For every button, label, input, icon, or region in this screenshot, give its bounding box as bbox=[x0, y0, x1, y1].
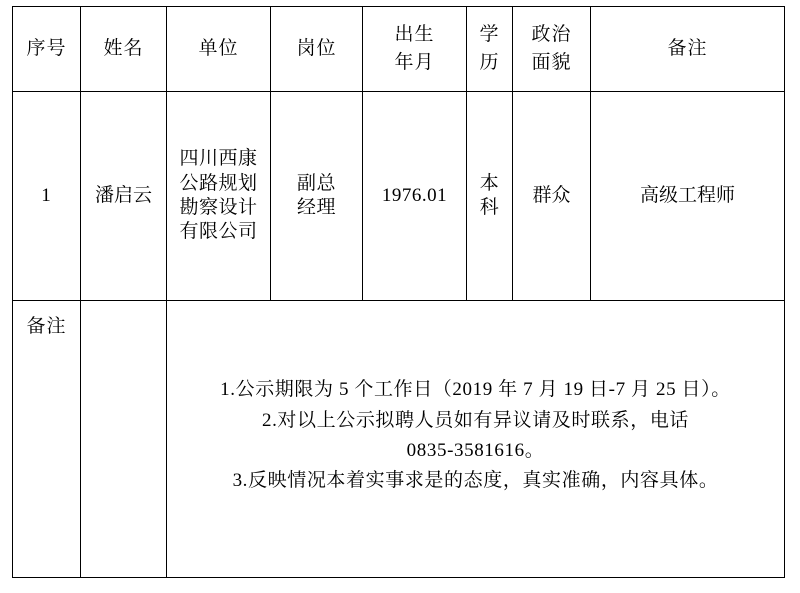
table-row bbox=[13, 92, 785, 301]
value-education-line1: 本 bbox=[479, 172, 500, 194]
header-label-seq: 序号 bbox=[26, 37, 67, 59]
header-cell-education bbox=[467, 7, 513, 92]
header-cell-seq bbox=[13, 7, 81, 92]
header-label-name: 姓名 bbox=[103, 37, 144, 59]
cell-name bbox=[81, 92, 167, 301]
cell-education bbox=[467, 92, 513, 301]
value-remark: 高级工程师 bbox=[639, 184, 735, 206]
cell-politics bbox=[513, 92, 591, 301]
table-header-row bbox=[13, 7, 785, 92]
cell-seq bbox=[13, 92, 81, 301]
header-cell-politics bbox=[513, 7, 591, 92]
header-label-education-line2: 历 bbox=[479, 52, 500, 73]
value-seq: 1 bbox=[41, 184, 52, 206]
header-cell-unit bbox=[167, 7, 271, 92]
personnel-announcement-table bbox=[12, 6, 785, 578]
table-footer-row bbox=[13, 301, 785, 578]
header-cell-name bbox=[81, 7, 167, 92]
header-label-politics-line1: 政治 bbox=[531, 24, 572, 46]
value-name: 潘启云 bbox=[94, 184, 152, 206]
cell-remark bbox=[591, 92, 785, 301]
header-label-remark: 备注 bbox=[667, 37, 708, 59]
header-label-birth-line1: 出生 bbox=[394, 24, 435, 46]
footer-label-cell bbox=[13, 301, 81, 578]
value-post-line2: 经理 bbox=[296, 197, 336, 218]
footer-note-2: 2.对以上公示拟聘人员如有异议请及时联系，电话 bbox=[261, 409, 690, 431]
header-label-unit: 单位 bbox=[198, 37, 239, 59]
cell-unit bbox=[167, 92, 271, 301]
value-birth: 1976.01 bbox=[381, 184, 448, 206]
value-unit-line2: 公路规划 bbox=[179, 172, 258, 194]
value-education-line2: 科 bbox=[479, 197, 500, 218]
footer-note-1: 1.公示期限为 5 个工作日（2019 年 7 月 19 日-7 月 25 日）。 bbox=[220, 379, 731, 401]
value-unit-line3: 勘察设计 bbox=[179, 197, 258, 218]
value-unit-line1: 四川西康 bbox=[179, 148, 258, 170]
footer-notes-cell bbox=[167, 301, 785, 578]
document-page bbox=[0, 6, 800, 593]
header-label-politics-line2: 面貌 bbox=[531, 52, 572, 73]
footer-label: 备注 bbox=[26, 316, 67, 337]
cell-birth bbox=[363, 92, 467, 301]
value-post-line1: 副总 bbox=[296, 172, 336, 194]
header-cell-post bbox=[271, 7, 363, 92]
value-unit-line4: 有限公司 bbox=[179, 221, 258, 243]
header-cell-birth bbox=[363, 7, 467, 92]
footer-note-3: 0835-3581616。 bbox=[406, 440, 545, 461]
header-label-birth-line2: 年月 bbox=[394, 52, 435, 73]
footer-note-4: 3.反映情况本着实事求是的态度，真实准确，内容具体。 bbox=[232, 470, 719, 492]
value-politics: 群众 bbox=[532, 184, 571, 206]
footer-blank-cell bbox=[81, 301, 167, 578]
header-label-post: 岗位 bbox=[296, 37, 337, 59]
cell-post bbox=[271, 92, 363, 301]
header-cell-remark bbox=[591, 7, 785, 92]
header-label-education-line1: 学 bbox=[479, 24, 500, 46]
